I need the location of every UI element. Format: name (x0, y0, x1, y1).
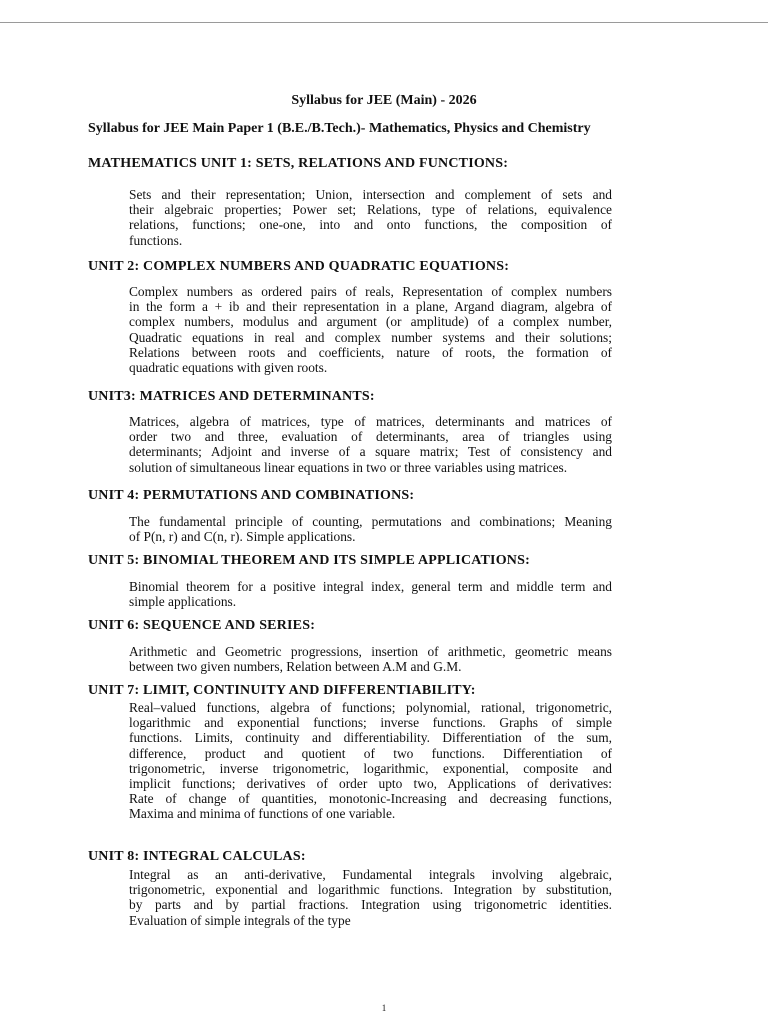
unit-body (129, 414, 612, 475)
body-line: determinants; Adjoint and inverse of a square matrix; Test of consistency and (129, 444, 612, 460)
body-line: complex numbers, modulus and argument (or amplitude) of a complex number, (129, 314, 612, 330)
unit-body (129, 187, 612, 248)
unit-heading: UNIT 2: COMPLEX NUMBERS AND QUADRATIC EQUATIONS: (88, 259, 510, 274)
body-line: Integral as an anti-derivative, Fundamental integrals involving algebraic, (129, 867, 612, 882)
body-line: Sets and their representation; Union, intersection and complement of sets and (129, 187, 612, 202)
unit-heading: MATHEMATICS UNIT 1: SETS, RELATIONS AND FUNCTIONS: (88, 156, 509, 171)
unit-heading: UNIT 4: PERMUTATIONS AND COMBINATIONS: (88, 488, 415, 503)
body-line: difference, product and quotient of two functions. Differentiation of (129, 745, 612, 761)
body-line: their algebraic properties; Power set; Relations, type of relations, equivalence (129, 202, 612, 218)
unit-heading: UNIT3: MATRICES AND DETERMINANTS: (88, 389, 375, 404)
body-line: The fundamental principle of counting, permutations and combinations; Meaning (129, 514, 612, 529)
body-line: functions. Limits, continuity and differentiability. Differentiation of the sum, (129, 730, 612, 746)
body-line: quadratic equations with given roots. (129, 360, 328, 376)
unit-body (129, 514, 612, 544)
unit-body (129, 284, 612, 375)
body-line: in the form a + ib and their representation in a plane, Argand diagram, algebra of (129, 299, 612, 315)
page-subtitle: Syllabus for JEE Main Paper 1 (B.E./B.Tech.)- Mathematics, Physics and Chemistry (88, 121, 591, 136)
body-line: order two and three, evaluation of determinants, area of triangles using (129, 429, 612, 445)
body-line: Relations between roots and coefficients, nature of roots, the formation of (129, 344, 612, 360)
unit-heading: UNIT 6: SEQUENCE AND SERIES: (88, 618, 316, 633)
body-line: functions. (129, 232, 183, 248)
body-line: logarithmic and exponential functions; inverse functions. Graphs of simple (129, 715, 612, 731)
body-line: implicit functions; derivatives of order upto two, Applications of derivatives: (129, 776, 612, 792)
body-line: Binomial theorem for a positive integral index, general term and middle term and (129, 579, 612, 594)
body-line: trigonometric, exponential and logarithmic functions. Integration by substitution, (129, 882, 612, 898)
body-line: Evaluation of simple integrals of the type (129, 912, 351, 928)
unit-heading: UNIT 5: BINOMIAL THEOREM AND ITS SIMPLE APPLICATIONS: (88, 553, 530, 568)
unit-heading: UNIT 7: LIMIT, CONTINUITY AND DIFFERENTIABILITY: (88, 683, 476, 698)
body-line: Real–valued functions, algebra of functions; polynomial, rational, trigonometric, (129, 700, 612, 715)
body-line: Arithmetic and Geometric progressions, insertion of arithmetic, geometric means (129, 644, 612, 659)
body-line: Maxima and minima of functions of one variable. (129, 806, 396, 822)
unit-body (129, 700, 612, 822)
body-line: solution of simultaneous linear equations in two or three variables using matrices. (129, 459, 568, 475)
body-line: simple applications. (129, 594, 237, 610)
body-line: Quadratic equations in real and complex number systems and their solutions; (129, 329, 612, 345)
unit-body (129, 644, 612, 674)
body-line: of P(n, r) and C(n, r). Simple applications. (129, 529, 356, 545)
body-line: relations, functions; one-one, into and onto functions, the composition of (129, 217, 612, 233)
body-line: by parts and by partial fractions. Integration using trigonometric identities. (129, 897, 612, 913)
unit-body (129, 579, 612, 609)
page-title: Syllabus for JEE (Main) - 2026 (291, 93, 477, 108)
body-line: trigonometric, inverse trigonometric, logarithmic, exponential, composite and (129, 760, 612, 776)
body-line: between two given numbers, Relation between A.M and G.M. (129, 659, 462, 675)
body-line: Rate of change of quantities, monotonic-Increasing and decreasing functions, (129, 791, 612, 807)
unit-heading: UNIT 8: INTEGRAL CALCULAS: (88, 849, 306, 864)
body-line: Complex numbers as ordered pairs of reals, Representation of complex numbers (129, 284, 612, 299)
body-line: Matrices, algebra of matrices, type of matrices, determinants and matrices of (129, 414, 612, 429)
unit-body (129, 867, 612, 928)
page-number: 1 (381, 1003, 387, 1013)
